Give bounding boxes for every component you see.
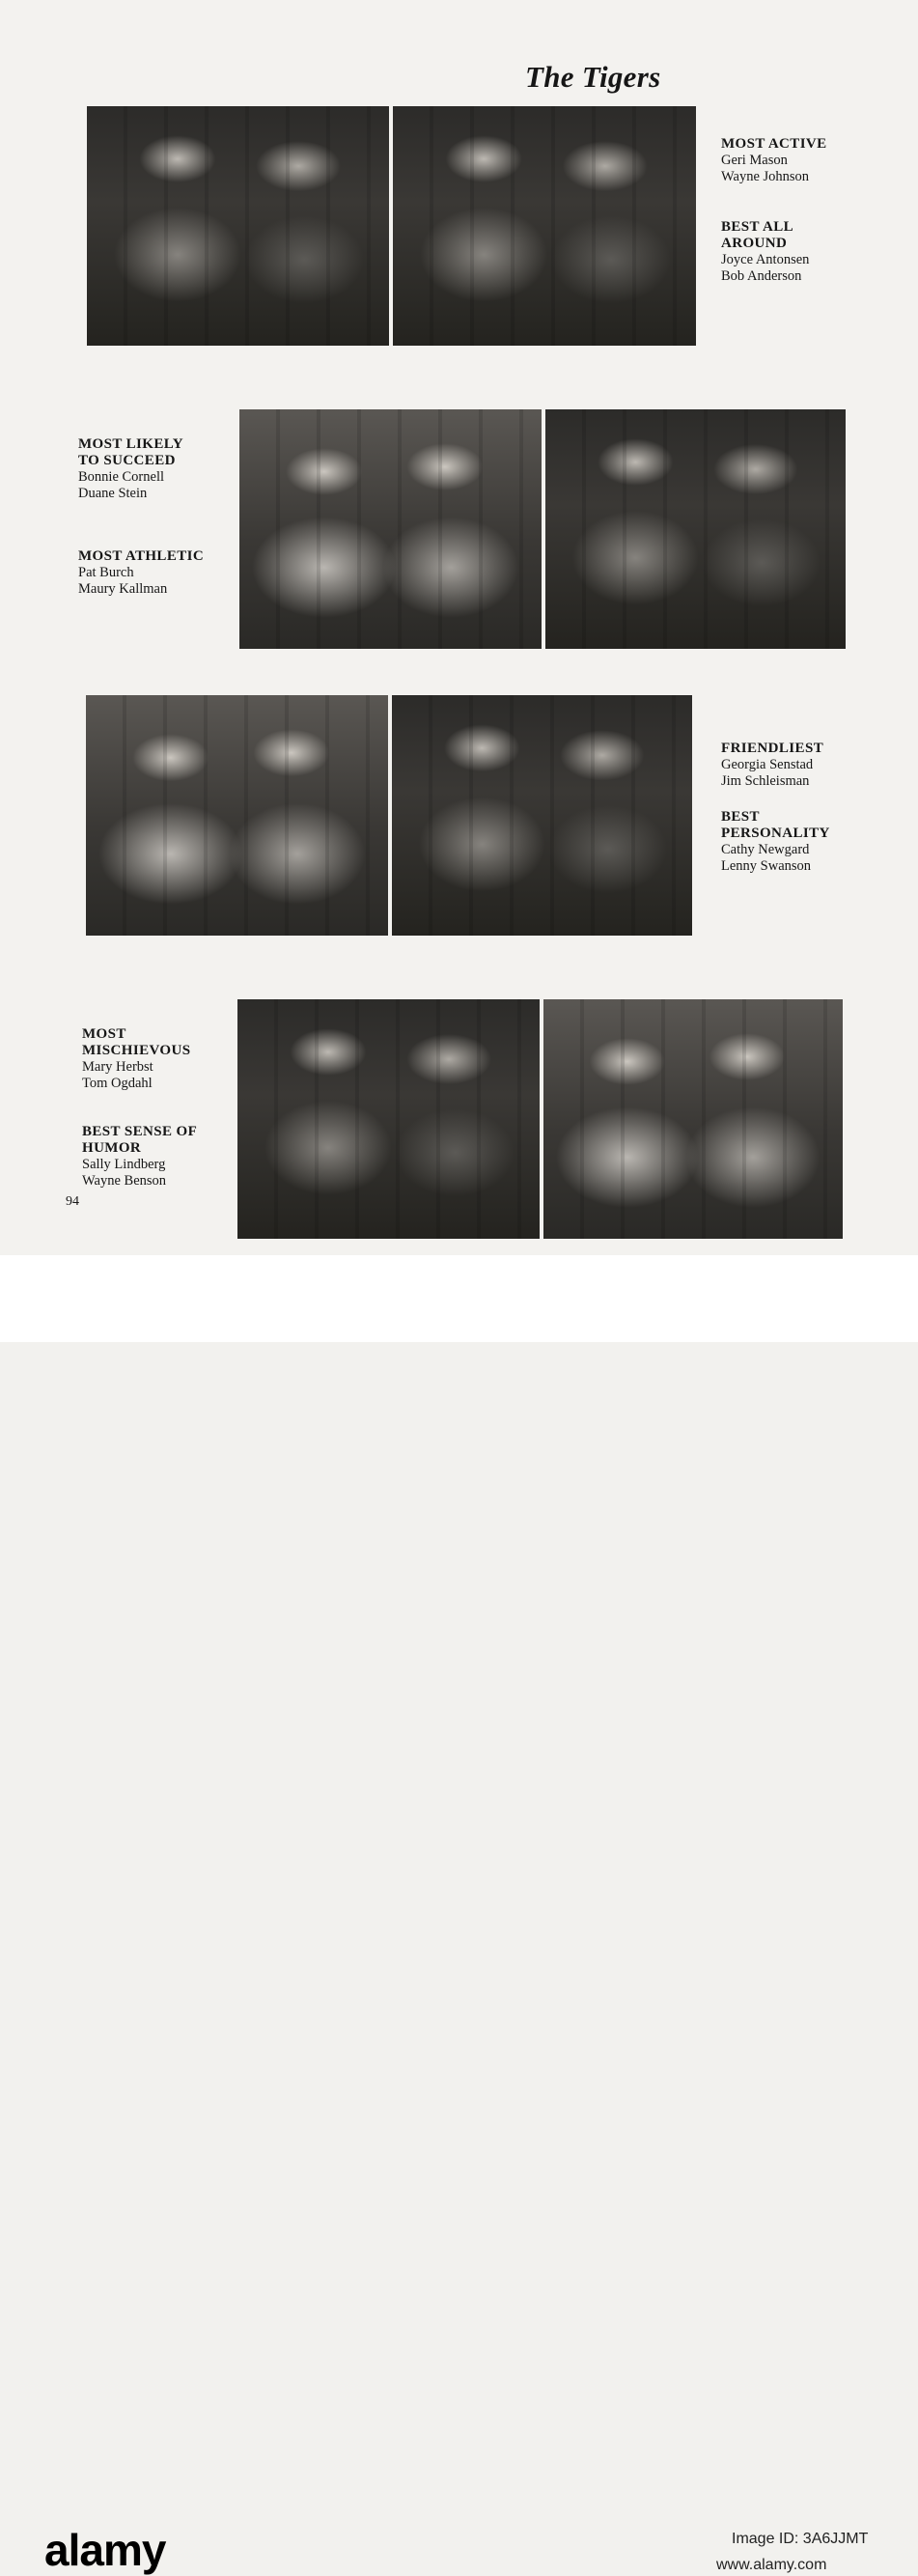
page-title: The Tigers: [525, 60, 661, 94]
caption-name: Bonnie Cornell: [78, 469, 165, 485]
caption-name: Duane Stein: [78, 486, 148, 501]
caption-name: Sally Lindberg: [82, 1157, 166, 1172]
caption-name: Mary Herbst: [82, 1059, 153, 1075]
caption-category: BEST SENSE OF: [82, 1124, 198, 1139]
website-url: www.alamy.com: [716, 2557, 827, 2573]
caption-name: Tom Ogdahl: [82, 1076, 153, 1091]
caption-name: Pat Burch: [78, 565, 134, 580]
caption-name: Wayne Johnson: [721, 169, 810, 184]
caption-name: Geri Mason: [721, 153, 788, 168]
caption-category: BEST: [721, 809, 760, 825]
caption-category: MOST ACTIVE: [721, 136, 827, 152]
page-number: 94: [66, 1194, 79, 1209]
alamy-logo: alamy: [44, 2525, 166, 2575]
caption-group-row2: [78, 436, 233, 598]
caption-group-row1: [721, 136, 904, 285]
caption-group-row4: [82, 1026, 236, 1190]
caption-name: Maury Kallman: [78, 581, 168, 597]
caption-category: FRIENDLIEST: [721, 741, 824, 756]
caption-name: Bob Anderson: [721, 268, 802, 284]
caption-category: TO SUCCEED: [78, 453, 176, 468]
caption-name: Lenny Swanson: [721, 858, 812, 874]
photo-most-mischievous: [237, 999, 540, 1239]
photo-best-sense-of-humor: [543, 999, 843, 1239]
photo-most-athletic: [545, 409, 846, 649]
caption-category: BEST ALL: [721, 219, 794, 235]
photo-best-all-around: [393, 106, 696, 346]
caption-category: MOST: [82, 1026, 126, 1042]
caption-category: MOST LIKELY: [78, 436, 184, 452]
photo-friendliest: [86, 695, 388, 936]
caption-category: MOST ATHLETIC: [78, 548, 205, 564]
caption-category: HUMOR: [82, 1140, 142, 1156]
caption-name: Wayne Benson: [82, 1173, 167, 1189]
photo-most-active: [87, 106, 389, 346]
photo-most-likely-to-succeed: [239, 409, 542, 649]
caption-category: AROUND: [721, 236, 788, 251]
photo-best-personality: [392, 695, 692, 936]
caption-name: Joyce Antonsen: [721, 252, 810, 267]
watermark-bar: [0, 1255, 918, 2575]
image-id: Image ID: 3A6JJMT: [732, 2531, 869, 2547]
caption-category: PERSONALITY: [721, 826, 830, 841]
caption-name: Cathy Newgard: [721, 842, 810, 857]
caption-group-row3: [721, 741, 904, 875]
caption-category: MISCHIEVOUS: [82, 1043, 191, 1058]
caption-name: Jim Schleisman: [721, 773, 810, 789]
caption-name: Georgia Senstad: [721, 757, 814, 772]
yearbook-page: [0, 0, 918, 1255]
